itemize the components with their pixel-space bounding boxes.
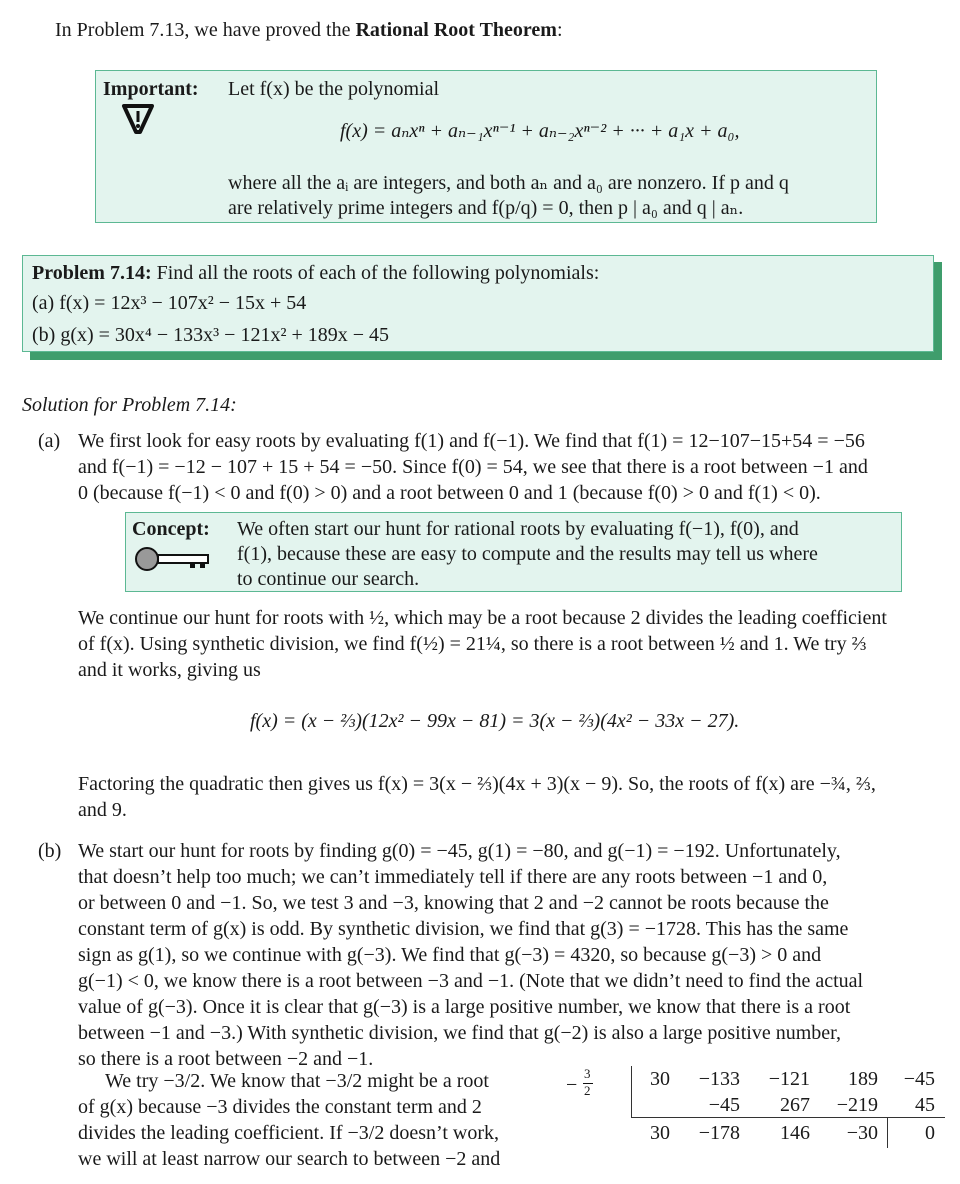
- remainder-cell: 0: [925, 1122, 935, 1144]
- problem-part-b: (b) g(x) = 30x⁴ − 133x³ − 121x² + 189x − 45: [32, 324, 390, 346]
- part-b-marker: (b): [38, 840, 62, 862]
- problem-part-a: (a) f(x) = 12x³ − 107x² − 15x + 54: [32, 292, 307, 314]
- part-b-line: of g(x) because −3 divides the constant term and 2: [78, 1096, 482, 1118]
- part-a-line: and it works, giving us: [78, 659, 261, 681]
- key-icon: [134, 546, 212, 572]
- concept-line: We often start our hunt for rational roots by evaluating f(−1), f(0), and: [237, 518, 799, 540]
- problem-heading: [32, 260, 599, 286]
- important-line-3: are relatively prime integers and f(p/q) = 0, then p | a₀ and q | aₙ.: [228, 197, 744, 219]
- part-a-line: and 9.: [78, 799, 127, 821]
- intro-text: In Problem 7.13, we have proved the: [55, 19, 356, 41]
- coefficient-cell: 189: [848, 1068, 878, 1090]
- coefficient-cell: −45: [903, 1068, 935, 1090]
- part-a-line: Factoring the quadratic then gives us f(x) = 3(x − ⅔)(4x + 3)(x − 9). So, the roots of f(x) are −¾, ⅔,: [78, 773, 876, 795]
- polynomial-formula: f(x) = aₙxⁿ + aₙ₋₁xⁿ⁻¹ + aₙ₋₂xⁿ⁻² + ··· + a₁x + a₀,: [340, 120, 740, 142]
- quotient-cell: −178: [698, 1122, 740, 1144]
- part-a-line: and f(−1) = −12 − 107 + 15 + 54 = −50. Since f(0) = 54, we see that there is a root between −1 and: [78, 456, 868, 478]
- warning-icon: [120, 102, 156, 136]
- divisor-denominator: 2: [584, 1083, 591, 1098]
- product-cell: 45: [915, 1094, 935, 1116]
- important-line-2: where all the aᵢ are integers, and both aₙ and a₀ are nonzero. If p and q: [228, 172, 789, 194]
- concept-line: f(1), because these are easy to compute and the results may tell us where: [237, 543, 818, 565]
- part-a-marker: (a): [38, 430, 61, 452]
- quotient-cell: 30: [650, 1122, 670, 1144]
- coefficient-cell: −121: [768, 1068, 810, 1090]
- part-b-line: We start our hunt for roots by finding g(0) = −45, g(1) = −80, and g(−1) = −192. Unfortunately,: [78, 840, 841, 862]
- part-b-line: so there is a root between −2 and −1.: [78, 1048, 374, 1070]
- problem-label: Problem 7.14:: [32, 262, 152, 284]
- product-cell: −45: [708, 1094, 740, 1116]
- solution-heading: Solution for Problem 7.14:: [22, 394, 237, 416]
- coefficient-cell: −133: [698, 1068, 740, 1090]
- part-a-line: of f(x). Using synthetic division, we find f(½) = 21¼, so there is a root between ½ and 1. We try ⅔: [78, 633, 867, 655]
- product-cell: −219: [836, 1094, 878, 1116]
- quotient-cell: 146: [780, 1122, 810, 1144]
- factorization-equation: f(x) = (x − ⅔)(12x² − 99x − 81) = 3(x − ⅔)(4x² − 33x − 27).: [250, 710, 740, 732]
- important-label: Important:: [103, 78, 199, 100]
- concept-line: to continue our search.: [237, 568, 420, 590]
- product-cell: 267: [780, 1094, 810, 1116]
- part-b-line: constant term of g(x) is odd. By synthetic division, we find that g(3) = −1728. This has the same: [78, 918, 849, 940]
- intro-end: :: [556, 19, 563, 41]
- important-line-1: Let f(x) be the polynomial: [228, 78, 440, 100]
- part-a-line: We continue our hunt for roots with ½, which may be a root because 2 divides the leading coefficient: [78, 607, 887, 629]
- part-b-line: divides the leading coefficient. If −3/2 doesn’t work,: [78, 1122, 499, 1144]
- divisor-sign: −: [566, 1074, 578, 1096]
- part-a-line: We first look for easy roots by evaluating f(1) and f(−1). We find that f(1) = 12−107−15+54 = −56: [78, 430, 865, 452]
- part-b-line: between −1 and −3.) With synthetic division, we find that g(−2) is also a large positive number,: [78, 1022, 842, 1044]
- intro-line: [55, 17, 563, 43]
- problem-text: Find all the roots of each of the following polynomials:: [156, 262, 600, 284]
- part-b-line: g(−1) < 0, we know there is a root between −3 and −1. (Note that we didn’t need to find the actual: [78, 970, 864, 992]
- part-a-line: 0 (because f(−1) < 0 and f(0) > 0) and a root between 0 and 1 (because f(0) > 0 and f(1) < 0).: [78, 482, 821, 504]
- part-b-line: that doesn’t help too much; we can’t immediately tell if there are any roots between −1 and 0,: [78, 866, 828, 888]
- concept-label: Concept:: [132, 518, 210, 540]
- quotient-cell: −30: [846, 1122, 878, 1144]
- part-b-line: we will at least narrow our search to between −2 and: [78, 1148, 501, 1170]
- part-b-line: We try −3/2. We know that −3/2 might be a root: [105, 1070, 489, 1092]
- part-b-line: or between 0 and −1. So, we test 3 and −3, knowing that 2 and −2 cannot be roots because the: [78, 892, 829, 914]
- divisor-numerator: 3: [584, 1066, 591, 1081]
- part-b-line: value of g(−3). Once it is clear that g(−3) is a large positive number, we know that there is a root: [78, 996, 851, 1018]
- coefficient-cell: 30: [650, 1068, 670, 1090]
- part-b-line: sign as g(1), so we continue with g(−3). We find that g(−3) = 4320, so because g(−3) > 0 and: [78, 944, 822, 966]
- theorem-name: Rational Root Theorem: [355, 19, 557, 41]
